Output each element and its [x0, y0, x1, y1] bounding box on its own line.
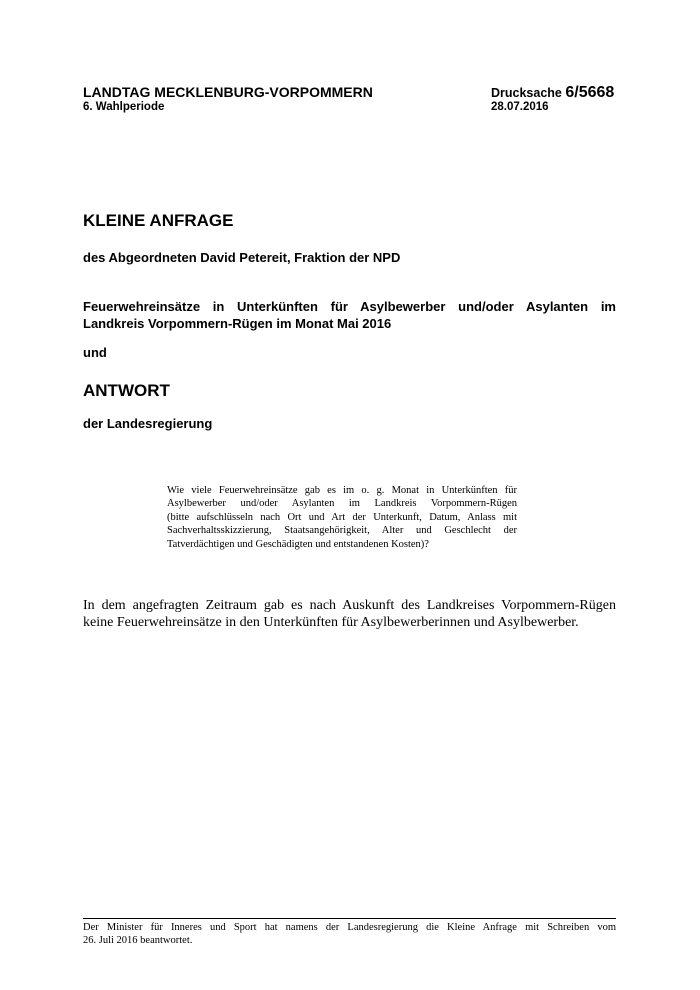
question-line: Asylbewerber und/oder Asylanten im Landkreis Vorpommern-Rügen	[167, 498, 517, 510]
footnote-line: Der Minister für Inneres und Sport hat namens der Landesregierung die Kleine Anfrage mit Schreiben vom	[83, 922, 616, 933]
question-line: Wie viele Feuerwehreinsätze gab es im o. g. Monat in Unterkünften für	[167, 485, 517, 496]
question-line: (bitte aufschlüsseln nach Ort und Art der Unterkunft, Datum, Anlass mit	[167, 511, 517, 523]
inquiry-subject-line: Feuerwehreinsätze in Unterkünften für Asylbewerber und/oder Asylanten im	[83, 299, 616, 314]
document-label: Drucksache	[491, 86, 566, 100]
inquiry-subject	[83, 298, 616, 332]
question-line: Tatverdächtigen und Geschädigten und entstandenen Kosten)?	[167, 538, 429, 550]
footnote-line: 26. Juli 2016 beantwortet.	[83, 935, 193, 946]
inquiry-author: des Abgeordneten David Petereit, Fraktion der NPD	[83, 250, 401, 265]
document-number-value: 6/5668	[565, 84, 615, 101]
footnote-divider	[83, 918, 616, 919]
answer-by: der Landesregierung	[83, 416, 213, 431]
inquiry-subject-line: Landkreis Vorpommern-Rügen im Monat Mai 2016	[83, 316, 392, 331]
parliament-name: LANDTAG MECKLENBURG-VORPOMMERN	[83, 84, 373, 100]
question-block	[167, 484, 517, 551]
answer-line: In dem angefragten Zeitraum gab es nach Auskunft des Landkreises Vorpommern-Rügen	[83, 598, 616, 613]
inquiry-title: KLEINE ANFRAGE	[83, 211, 234, 230]
legislative-period: 6. Wahlperiode	[83, 101, 165, 113]
question-line: Sachverhaltsskizzierung, Staatsangehörigkeit, Alter und Geschlecht der	[167, 525, 517, 537]
footnote	[83, 921, 616, 947]
answer-block	[83, 597, 616, 631]
answer-title: ANTWORT	[83, 381, 170, 400]
connector-text: und	[83, 345, 107, 360]
answer-line: keine Feuerwehreinsätze in den Unterkünften für Asylbewerberinnen und Asylbewerber.	[83, 615, 579, 630]
document-number	[491, 84, 614, 102]
document-date: 28.07.2016	[491, 101, 549, 113]
